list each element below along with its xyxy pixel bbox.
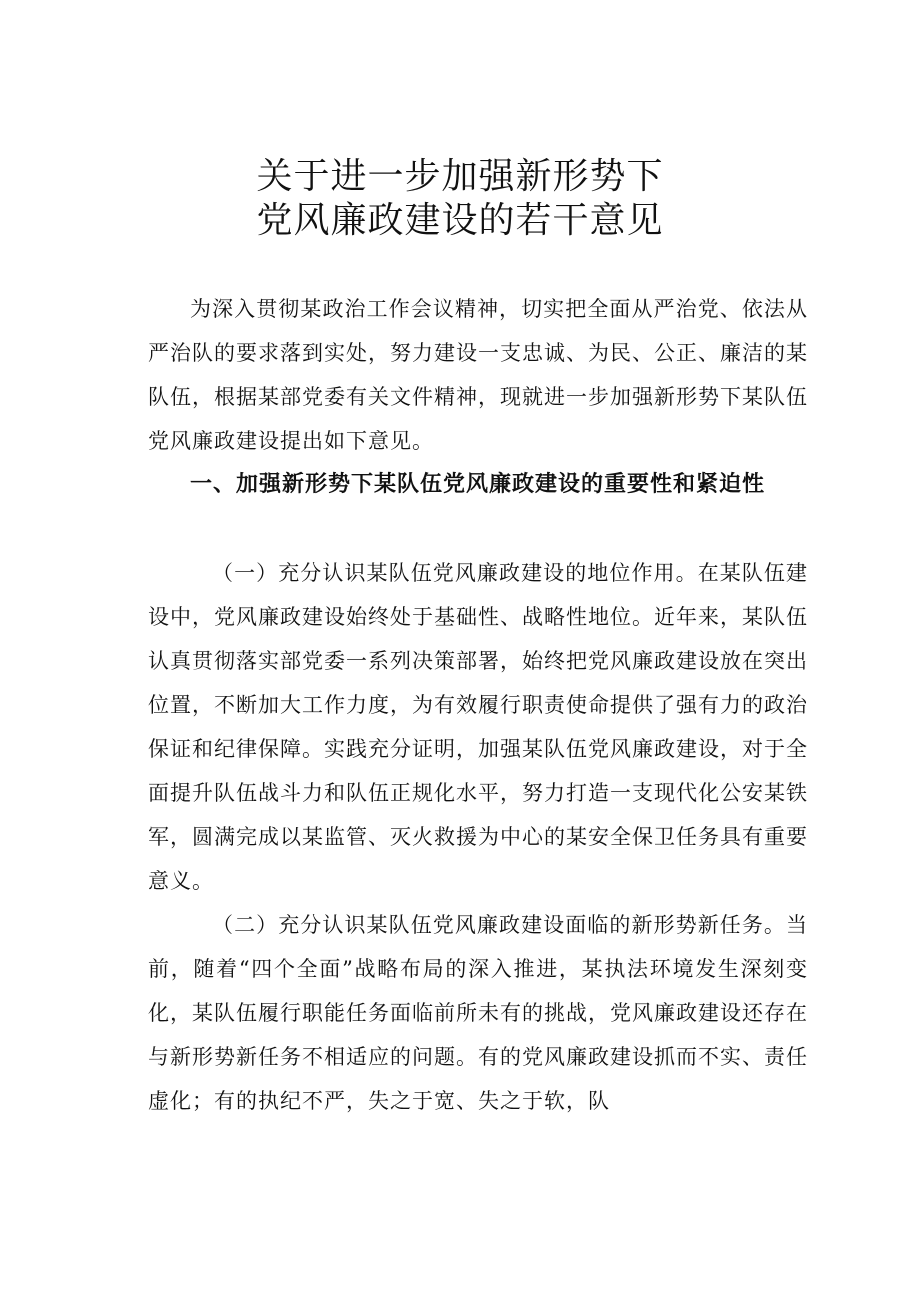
intro-paragraph: 为深入贯彻某政治工作会议精神，切实把全面从严治党、依法从严治队的要求落到实处，努力建设一支忠诚、为民、公正、廉洁的某队伍，根据某部党委有关文件精神，现就进一步加强新形势下某队伍党风廉政建设提出如下意见。	[148, 297, 808, 453]
document-title-line-1: 关于进一步加强新形势下	[256, 156, 664, 197]
document-title-line-2: 党风廉政建设的若干意见	[256, 200, 664, 241]
subsection-1-paragraph: （一）充分认识某队伍党风廉政建设的地位作用。在某队伍建设中，党风廉政建设始终处于基础性、战略性地位。近年来，某队伍认真贯彻落实部党委一系列决策部署，始终把党风廉政建设放在突出位置，不断加大工作力度，为有效履行职责使命提供了强有力的政治保证和纪律保障。实践充分证明，加强某队伍党风廉政建设，对于全面提升队伍战斗力和队伍正规化水平，努力打造一支现代化公安某铁军，圆满完成以某监管、灭火救援为中心的某安全保卫任务具有重要意义。	[148, 561, 808, 893]
section-1-heading: 一、加强新形势下某队伍党风廉政建设的重要性和紧迫性	[190, 472, 766, 497]
subsection-2-paragraph: （二）充分认识某队伍党风廉政建设面临的新形势新任务。当前，随着“四个全面”战略布局的深入推进，某执法环境发生深刻变化，某队伍履行职能任务面临前所未有的挑战，党风廉政建设还存在与新形势新任务不相适应的问题。有的党风廉政建设抓而不实、责任虚化；有的执纪不严，失之于宽、失之于软，队	[148, 913, 808, 1113]
